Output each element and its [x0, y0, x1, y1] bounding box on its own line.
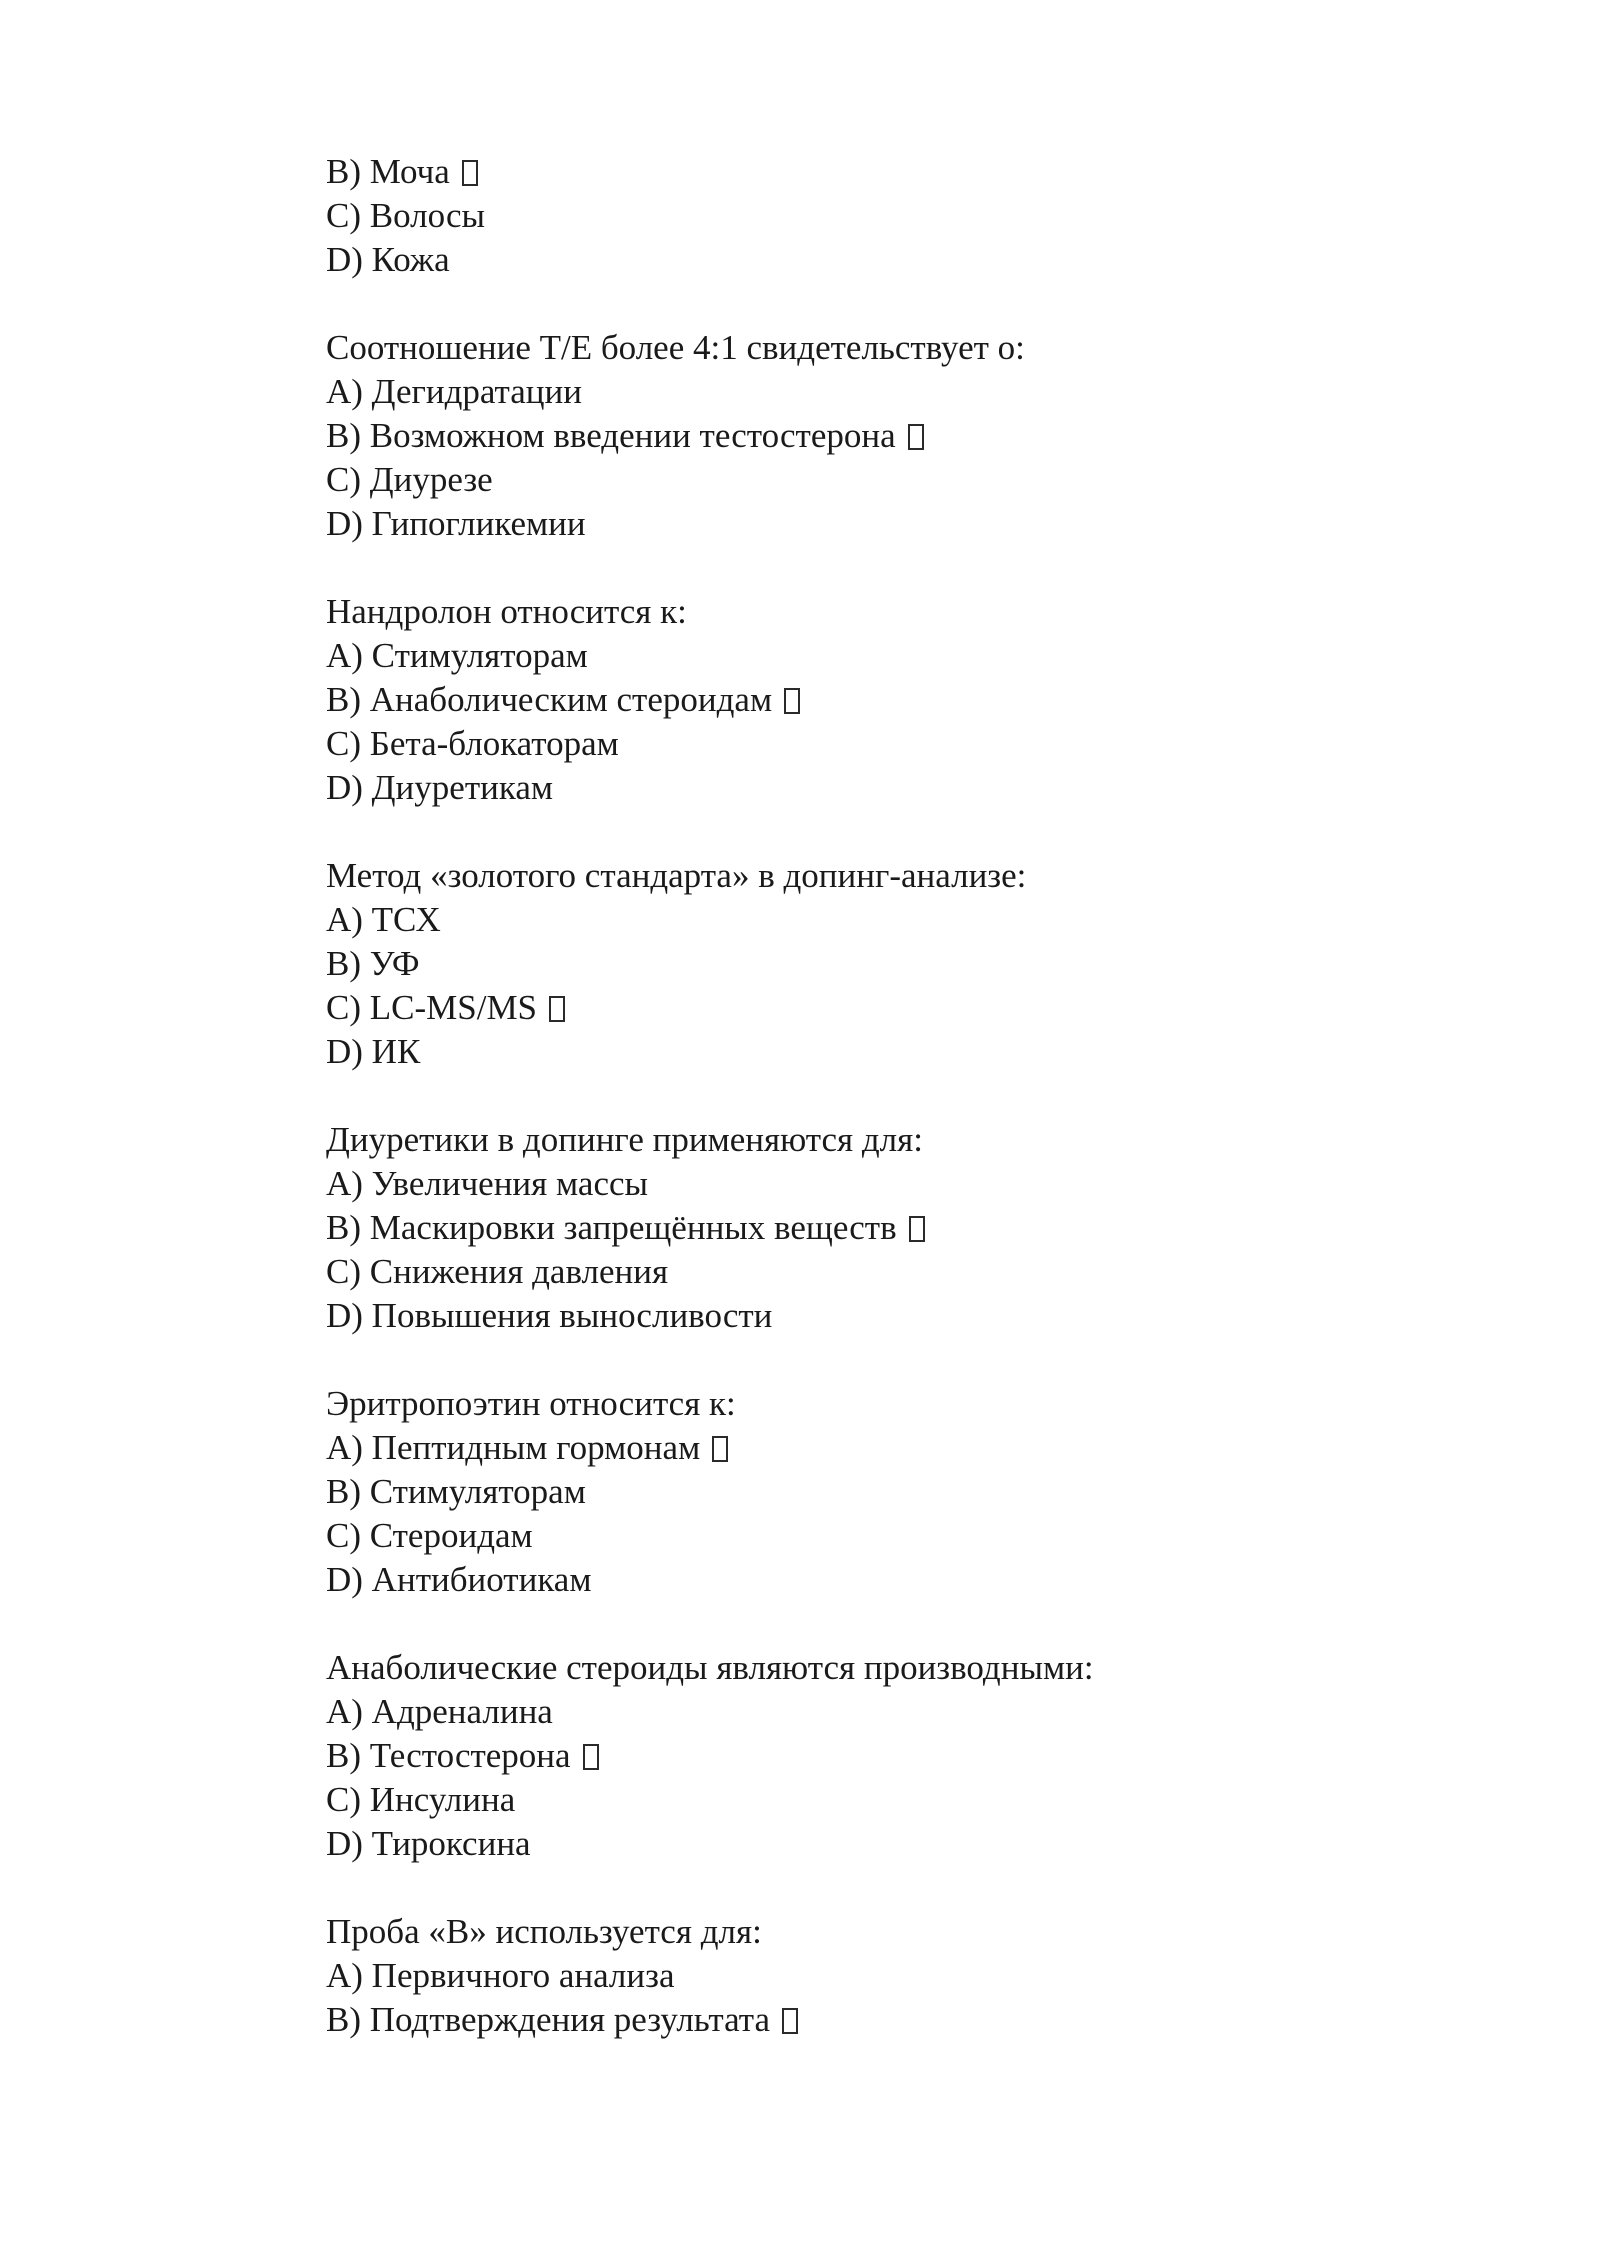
answer-option — [326, 502, 1426, 546]
option-text: C) Стероидам — [326, 1516, 533, 1555]
correct-answer-box-icon — [784, 688, 800, 714]
option-text: C) Диурезе — [326, 460, 493, 499]
answer-option — [326, 238, 1426, 282]
answer-option — [326, 370, 1426, 414]
option-text: A) Адреналина — [326, 1692, 553, 1731]
answer-option — [326, 766, 1426, 810]
option-text: B) Тестостерона — [326, 1736, 571, 1775]
option-text: D) Кожа — [326, 240, 450, 279]
option-text: B) Маскировки запрещённых веществ — [326, 1208, 897, 1247]
option-text: D) Тироксина — [326, 1824, 531, 1863]
option-text: C) LC-MS/MS — [326, 988, 538, 1027]
option-text: B) Анаболическим стероидам — [326, 680, 773, 719]
answer-option — [326, 986, 1426, 1030]
question-text: Нандролон относится к: — [326, 592, 687, 631]
question-text: Соотношение T/E более 4:1 свидетельствует о: — [326, 328, 1025, 367]
answer-option — [326, 1998, 1426, 2042]
option-text: D) Антибиотикам — [326, 1560, 592, 1599]
option-text: B) Стимуляторам — [326, 1472, 586, 1511]
option-text: B) Моча — [326, 152, 450, 191]
option-text: B) Возможном введении тестостерона — [326, 416, 896, 455]
option-text: A) Увеличения массы — [326, 1164, 649, 1203]
option-text: B) Подтверждения результата — [326, 2000, 771, 2039]
answer-option — [326, 678, 1426, 722]
answer-option — [326, 1514, 1426, 1558]
answer-option — [326, 1206, 1426, 1250]
option-text: C) Инсулина — [326, 1780, 516, 1819]
answer-option — [326, 1690, 1426, 1734]
answer-option — [326, 722, 1426, 766]
option-text: A) Пептидным гормонам — [326, 1428, 701, 1467]
answer-option — [326, 898, 1426, 942]
answer-option — [326, 1954, 1426, 1998]
option-text: D) Повышения выносливости — [326, 1296, 773, 1335]
option-text: C) Бета-блокаторам — [326, 724, 619, 763]
answer-option — [326, 458, 1426, 502]
answer-option — [326, 1030, 1426, 1074]
correct-answer-box-icon — [462, 160, 478, 186]
question-text: Анаболические стероиды являются производными: — [326, 1648, 1094, 1687]
correct-answer-box-icon — [583, 1744, 599, 1770]
correct-answer-box-icon — [782, 2008, 798, 2034]
correct-answer-box-icon — [712, 1436, 728, 1462]
answer-option — [326, 1162, 1426, 1206]
option-text: D) Диуретикам — [326, 768, 554, 807]
answer-option — [326, 414, 1426, 458]
question-list — [326, 150, 1426, 2042]
option-text: B) УФ — [326, 944, 420, 983]
answer-option — [326, 1250, 1426, 1294]
option-text: C) Волосы — [326, 196, 486, 235]
answer-option — [326, 1294, 1426, 1338]
question-text: Метод «золотого стандарта» в допинг-анализе: — [326, 856, 1027, 895]
option-text: A) Стимуляторам — [326, 636, 588, 675]
answer-option — [326, 634, 1426, 678]
option-text: D) ИК — [326, 1032, 421, 1071]
answer-option — [326, 150, 1426, 194]
answer-option — [326, 1822, 1426, 1866]
option-text: C) Снижения давления — [326, 1252, 669, 1291]
answer-option — [326, 194, 1426, 238]
answer-option — [326, 1470, 1426, 1514]
answer-option — [326, 1778, 1426, 1822]
correct-answer-box-icon — [909, 1216, 925, 1242]
answer-option — [326, 1734, 1426, 1778]
correct-answer-box-icon — [549, 996, 565, 1022]
option-text: A) ТСХ — [326, 900, 441, 939]
question-text: Эритропоэтин относится к: — [326, 1384, 736, 1423]
option-text: A) Первичного анализа — [326, 1956, 675, 1995]
option-text: A) Дегидратации — [326, 372, 582, 411]
question-text: Проба «B» используется для: — [326, 1912, 762, 1951]
answer-option — [326, 1558, 1426, 1602]
answer-option — [326, 942, 1426, 986]
answer-option — [326, 1426, 1426, 1470]
option-text: D) Гипогликемии — [326, 504, 586, 543]
correct-answer-box-icon — [908, 424, 924, 450]
question-text: Диуретики в допинге применяются для: — [326, 1120, 923, 1159]
